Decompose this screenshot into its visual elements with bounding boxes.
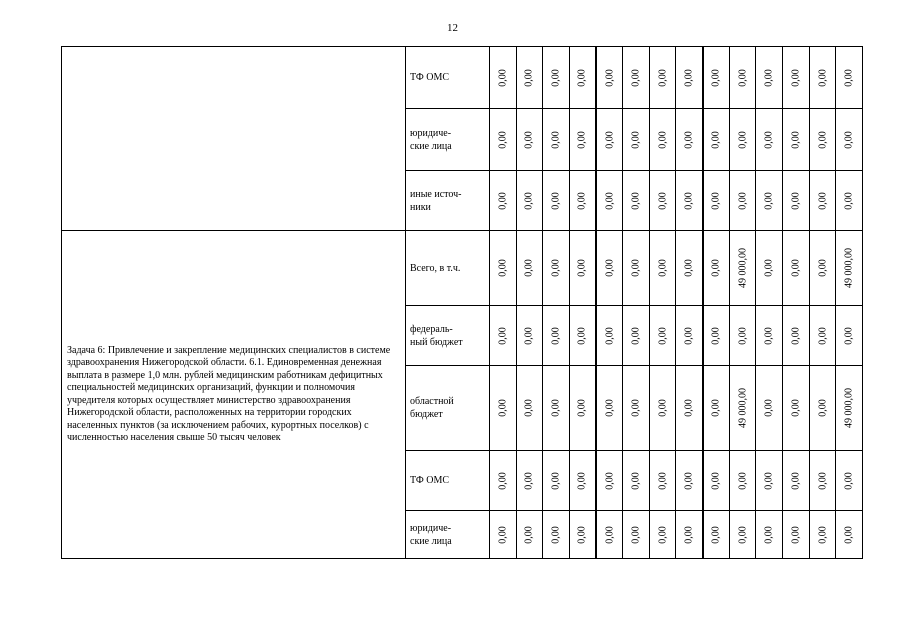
funding-source: юридиче- ские лица xyxy=(406,511,490,559)
value-cell xyxy=(569,231,596,306)
value-cell xyxy=(569,451,596,511)
value-cell xyxy=(676,47,703,109)
value-cell xyxy=(490,171,517,231)
value-text: 0,00 xyxy=(523,399,535,417)
value-text: 0,00 xyxy=(604,130,616,149)
value-text: 0,00 xyxy=(817,326,828,345)
value-cell xyxy=(756,231,783,306)
value-text: 0,00 xyxy=(737,130,749,149)
value-text: 0,00 xyxy=(576,326,588,345)
table-row xyxy=(62,231,863,306)
value-text: 0,00 xyxy=(657,525,669,544)
value-cell xyxy=(596,511,623,559)
value-cell xyxy=(809,231,836,306)
value-cell xyxy=(596,306,623,366)
value-text: 0,00 xyxy=(523,68,535,87)
value-cell xyxy=(649,451,676,511)
value-cell xyxy=(490,366,517,451)
value-text: 0,00 xyxy=(683,471,695,490)
value-text: 0,00 xyxy=(630,525,642,544)
value-text: 0,00 xyxy=(604,399,616,417)
value-cell xyxy=(649,109,676,171)
value-text: 0,00 xyxy=(550,326,562,345)
value-cell xyxy=(703,109,730,171)
value-cell xyxy=(569,511,596,559)
value-text: 0,00 xyxy=(843,326,855,345)
value-text: 0,00 xyxy=(790,130,802,149)
value-text: 0,00 xyxy=(576,191,588,210)
value-cell xyxy=(729,306,756,366)
value-text: 0,00 xyxy=(523,259,535,277)
task-description: Задача 6: Привлечение и закрепление медицинских специалистов в системе здравоохранения Нижегородской области. 6.1. Единовременная денежная выплата в размере 1,0 млн. рублей медицинским работникам дефицитных специальностей медицинских организаций, функции и полномочия учредителя которых осуществляет министерство здравоохранения Нижегородской области, расположенных на территории городских населенных пунктов (за исключением рабочих, курортных поселков) с численностью населения свыше 50 тысяч человек xyxy=(62,231,406,559)
value-text: 0,00 xyxy=(550,399,562,417)
value-text: 0,00 xyxy=(790,68,802,87)
value-text: 0,00 xyxy=(817,130,828,149)
value-cell xyxy=(729,171,756,231)
value-cell xyxy=(676,366,703,451)
value-text: 49 000,00 xyxy=(737,388,749,428)
value-text: 0,00 xyxy=(550,525,562,544)
value-cell xyxy=(649,366,676,451)
value-text: 0,00 xyxy=(763,68,775,87)
value-text: 0,00 xyxy=(523,326,535,345)
value-cell xyxy=(836,47,863,109)
funding-source: Всего, в т.ч. xyxy=(406,231,490,306)
value-text: 0,00 xyxy=(710,130,722,149)
value-text: 0,00 xyxy=(604,259,616,277)
value-cell xyxy=(516,451,543,511)
funding-source: ТФ ОМС xyxy=(406,451,490,511)
value-cell xyxy=(729,451,756,511)
value-cell xyxy=(596,451,623,511)
value-text: 0,00 xyxy=(790,326,802,345)
value-cell xyxy=(516,306,543,366)
value-text: 0,00 xyxy=(576,68,588,87)
value-text: 0,00 xyxy=(790,259,802,277)
value-text: 0,00 xyxy=(523,130,535,149)
value-text: 0,00 xyxy=(630,471,642,490)
value-cell xyxy=(836,171,863,231)
value-text: 0,00 xyxy=(657,399,669,417)
value-cell xyxy=(649,306,676,366)
value-cell xyxy=(596,171,623,231)
value-text: 0,00 xyxy=(604,68,616,87)
value-cell xyxy=(836,511,863,559)
table-row xyxy=(62,47,863,109)
value-cell xyxy=(490,109,517,171)
value-text: 0,00 xyxy=(843,471,855,490)
value-cell xyxy=(649,47,676,109)
value-text: 0,00 xyxy=(497,191,509,210)
value-cell xyxy=(569,306,596,366)
value-cell xyxy=(490,231,517,306)
value-cell xyxy=(623,511,650,559)
value-text: 0,00 xyxy=(604,326,616,345)
value-text: 0,00 xyxy=(817,525,828,544)
value-cell xyxy=(543,451,570,511)
value-text: 0,00 xyxy=(497,259,509,277)
value-cell xyxy=(729,511,756,559)
funding-source: областной бюджет xyxy=(406,366,490,451)
value-cell xyxy=(836,366,863,451)
value-text: 0,00 xyxy=(576,399,588,417)
value-cell xyxy=(783,451,810,511)
value-text: 0,00 xyxy=(843,191,855,210)
value-text: 0,00 xyxy=(497,68,509,87)
value-cell xyxy=(836,109,863,171)
value-cell xyxy=(623,451,650,511)
value-cell xyxy=(703,231,730,306)
value-cell xyxy=(703,366,730,451)
funding-source: иные источ- ники xyxy=(406,171,490,231)
value-text: 0,00 xyxy=(843,525,855,544)
value-text: 0,00 xyxy=(576,130,588,149)
value-text: 0,00 xyxy=(550,259,562,277)
value-text: 0,00 xyxy=(550,68,562,87)
value-text: 0,00 xyxy=(817,399,828,417)
value-text: 0,00 xyxy=(737,68,749,87)
value-text: 0,00 xyxy=(576,525,588,544)
value-cell xyxy=(623,109,650,171)
value-text: 0,00 xyxy=(790,191,802,210)
value-cell xyxy=(703,451,730,511)
value-cell xyxy=(676,306,703,366)
value-cell xyxy=(729,231,756,306)
value-text: 0,00 xyxy=(737,191,749,210)
value-text: 0,00 xyxy=(550,130,562,149)
value-cell xyxy=(516,109,543,171)
value-text: 0,00 xyxy=(630,191,642,210)
value-cell xyxy=(543,306,570,366)
value-text: 0,00 xyxy=(657,68,669,87)
value-text: 0,00 xyxy=(710,471,722,490)
value-cell xyxy=(783,511,810,559)
value-text: 0,00 xyxy=(710,399,722,417)
value-cell xyxy=(623,231,650,306)
value-text: 0,00 xyxy=(550,471,562,490)
value-cell xyxy=(623,306,650,366)
value-text: 0,00 xyxy=(657,191,669,210)
value-text: 0,00 xyxy=(763,399,775,417)
value-text: 0,00 xyxy=(683,191,695,210)
value-text: 0,00 xyxy=(817,471,828,490)
value-cell xyxy=(676,231,703,306)
value-cell xyxy=(596,366,623,451)
value-text: 0,00 xyxy=(683,326,695,345)
value-cell xyxy=(703,511,730,559)
value-text: 0,00 xyxy=(604,471,616,490)
value-cell xyxy=(783,109,810,171)
value-cell xyxy=(756,511,783,559)
value-text: 0,00 xyxy=(683,525,695,544)
value-text: 0,00 xyxy=(710,259,722,277)
value-cell xyxy=(649,171,676,231)
value-text: 0,00 xyxy=(790,471,802,490)
value-text: 0,00 xyxy=(523,191,535,210)
value-text: 0,00 xyxy=(817,259,828,277)
value-text: 0,00 xyxy=(710,68,722,87)
value-text: 0,00 xyxy=(497,471,509,490)
funding-source: юридиче- ские лица xyxy=(406,109,490,171)
value-text: 0,00 xyxy=(657,130,669,149)
value-text: 0,00 xyxy=(843,68,855,87)
value-text: 0,00 xyxy=(710,191,722,210)
value-cell xyxy=(543,109,570,171)
value-cell xyxy=(596,47,623,109)
value-text: 0,00 xyxy=(657,471,669,490)
value-cell xyxy=(676,109,703,171)
value-cell xyxy=(783,366,810,451)
value-text: 0,00 xyxy=(763,259,775,277)
value-text: 0,00 xyxy=(523,471,535,490)
value-cell xyxy=(569,109,596,171)
value-text: 0,00 xyxy=(763,326,775,345)
value-cell xyxy=(729,366,756,451)
value-cell xyxy=(649,511,676,559)
value-cell xyxy=(729,47,756,109)
value-text: 0,00 xyxy=(683,259,695,277)
value-cell xyxy=(490,306,517,366)
value-cell xyxy=(516,231,543,306)
value-text: 0,00 xyxy=(763,130,775,149)
value-text: 0,00 xyxy=(523,525,535,544)
value-cell xyxy=(490,451,517,511)
value-cell xyxy=(783,306,810,366)
value-cell xyxy=(596,109,623,171)
value-text: 0,00 xyxy=(683,399,695,417)
value-cell xyxy=(516,511,543,559)
value-cell xyxy=(516,366,543,451)
value-text: 0,00 xyxy=(737,471,749,490)
value-cell xyxy=(596,231,623,306)
value-cell xyxy=(809,366,836,451)
value-cell xyxy=(543,231,570,306)
value-cell xyxy=(756,451,783,511)
value-text: 49 000,00 xyxy=(843,248,855,288)
value-cell xyxy=(836,451,863,511)
value-text: 0,00 xyxy=(497,326,509,345)
value-cell xyxy=(756,366,783,451)
value-text: 0,00 xyxy=(576,259,588,277)
value-cell xyxy=(569,47,596,109)
value-cell xyxy=(623,171,650,231)
value-cell xyxy=(703,171,730,231)
value-text: 0,00 xyxy=(763,191,775,210)
value-cell xyxy=(649,231,676,306)
value-text: 0,00 xyxy=(790,399,802,417)
value-cell xyxy=(783,171,810,231)
value-text: 0,00 xyxy=(630,130,642,149)
value-cell xyxy=(809,306,836,366)
value-text: 0,00 xyxy=(630,259,642,277)
value-text: 0,00 xyxy=(657,259,669,277)
value-cell xyxy=(809,511,836,559)
value-text: 0,00 xyxy=(843,130,855,149)
value-text: 0,00 xyxy=(737,525,749,544)
value-text: 0,00 xyxy=(710,326,722,345)
value-text: 0,00 xyxy=(604,191,616,210)
value-cell xyxy=(569,366,596,451)
value-text: 0,00 xyxy=(550,191,562,210)
funding-source: федераль- ный бюджет xyxy=(406,306,490,366)
value-cell xyxy=(490,511,517,559)
value-cell xyxy=(783,47,810,109)
value-cell xyxy=(809,47,836,109)
value-cell xyxy=(836,231,863,306)
value-cell xyxy=(756,306,783,366)
value-text: 0,00 xyxy=(763,471,775,490)
value-cell xyxy=(516,171,543,231)
value-cell xyxy=(623,47,650,109)
value-text: 49 000,00 xyxy=(737,248,749,288)
value-text: 0,00 xyxy=(763,525,775,544)
budget-table xyxy=(61,46,863,559)
value-cell xyxy=(756,109,783,171)
value-cell xyxy=(756,171,783,231)
value-text: 0,00 xyxy=(497,525,509,544)
value-text: 0,00 xyxy=(576,471,588,490)
value-text: 0,00 xyxy=(710,525,722,544)
page-number: 12 xyxy=(447,22,458,34)
value-cell xyxy=(756,47,783,109)
value-cell xyxy=(543,47,570,109)
value-text: 0,00 xyxy=(497,399,509,417)
task-description xyxy=(62,47,406,231)
value-cell xyxy=(623,366,650,451)
value-text: 0,00 xyxy=(737,326,749,345)
value-cell xyxy=(516,47,543,109)
value-text: 0,00 xyxy=(817,68,828,87)
value-cell xyxy=(809,109,836,171)
value-cell xyxy=(703,306,730,366)
funding-source: ТФ ОМС xyxy=(406,47,490,109)
value-text: 0,00 xyxy=(497,130,509,149)
value-text: 0,00 xyxy=(683,130,695,149)
value-cell xyxy=(809,451,836,511)
value-text: 0,00 xyxy=(790,525,802,544)
value-cell xyxy=(783,231,810,306)
value-text: 0,00 xyxy=(630,326,642,345)
value-text: 49 000,00 xyxy=(843,388,855,428)
value-cell xyxy=(676,451,703,511)
value-cell xyxy=(543,511,570,559)
value-text: 0,00 xyxy=(683,68,695,87)
value-cell xyxy=(729,109,756,171)
value-text: 0,00 xyxy=(630,399,642,417)
value-cell xyxy=(543,366,570,451)
value-cell xyxy=(836,306,863,366)
value-cell xyxy=(703,47,730,109)
value-cell xyxy=(809,171,836,231)
value-text: 0,00 xyxy=(817,191,828,210)
value-text: 0,00 xyxy=(604,525,616,544)
value-cell xyxy=(676,511,703,559)
value-cell xyxy=(569,171,596,231)
value-cell xyxy=(676,171,703,231)
value-cell xyxy=(490,47,517,109)
value-text: 0,00 xyxy=(630,68,642,87)
value-cell xyxy=(543,171,570,231)
value-text: 0,00 xyxy=(657,326,669,345)
